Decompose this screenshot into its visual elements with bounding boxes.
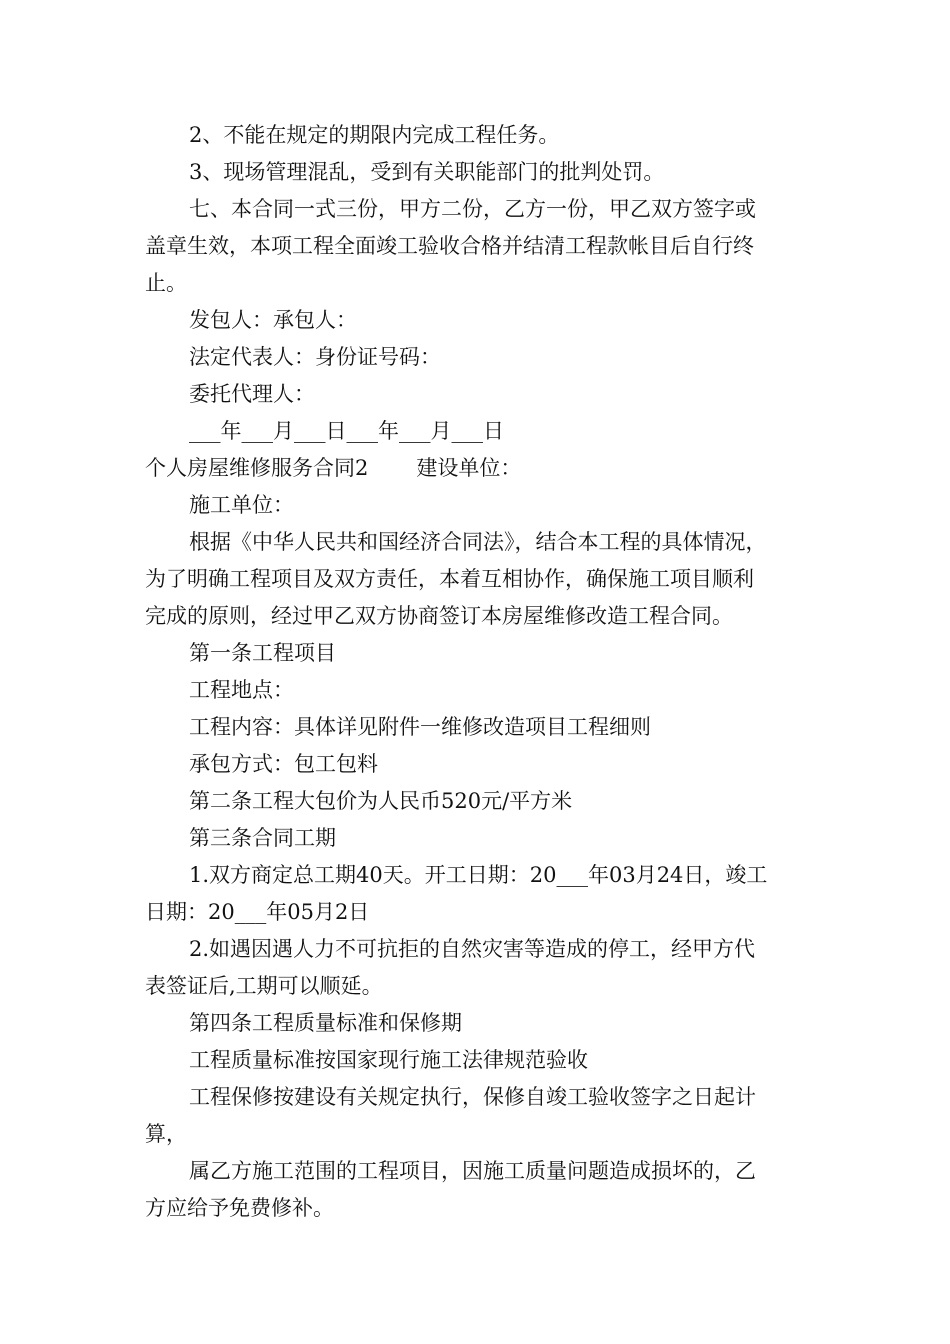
text-line: 2、不能在规定的期限内完成工程任务。	[189, 123, 560, 147]
text-line: 施工单位：	[189, 493, 294, 517]
text-line: 发包人：承包人：	[189, 308, 357, 332]
text-line: 工程保修按建设有关规定执行，保修自竣工验收签字之日起计	[189, 1085, 756, 1109]
text-line: 止。	[145, 271, 187, 295]
text-line: 工程地点：	[189, 678, 294, 702]
text-line: 完成的原则，经过甲乙双方协商签订本房屋维修改造工程合同。	[145, 604, 733, 628]
text-line: 算，	[145, 1122, 187, 1146]
text-line: 3、现场管理混乱，受到有关职能部门的批判处罚。	[189, 160, 665, 184]
text-line: 属乙方施工范围的工程项目，因施工质量问题造成损坏的，乙	[189, 1159, 756, 1183]
text-line: 盖章生效，本项工程全面竣工验收合格并结清工程款帐目后自行终	[145, 234, 754, 258]
text-line: 工程内容：具体详见附件一维修改造项目工程细则	[189, 715, 651, 739]
text-line: 为了明确工程项目及双方责任，本着互相协作，确保施工项目顺利	[145, 567, 754, 591]
section-title: 个人房屋维修服务合同2	[145, 456, 369, 480]
text-line: 第四条工程质量标准和保修期	[189, 1011, 462, 1035]
text-line: ___年___月___日___年___月___日	[189, 419, 504, 443]
section-title-line	[145, 450, 810, 487]
section-title-extra: 建设单位：	[416, 456, 522, 480]
text-line: 七、本合同一式三份，甲方二份，乙方一份，甲乙双方签字或	[189, 197, 756, 221]
text-line: 方应给予免费修补。	[145, 1196, 334, 1220]
text-line: 承包方式：包工包料	[189, 752, 378, 776]
text-line: 1.双方商定总工期40天。开工日期：20___年03月24日，竣工	[189, 863, 768, 887]
text-line: 第一条工程项目	[189, 641, 336, 665]
text-line: 表签证后,工期可以顺延。	[145, 974, 383, 998]
text-line: 第二条工程大包价为人民币520元/平方米	[189, 789, 573, 813]
text-line: 第三条合同工期	[189, 826, 336, 850]
document-body	[145, 117, 810, 1227]
text-line: 工程质量标准按国家现行施工法律规范验收	[189, 1048, 588, 1072]
text-line: 2.如遇因遇人力不可抗拒的自然灾害等造成的停工，经甲方代	[189, 937, 756, 961]
text-line: 根据《中华人民共和国经济合同法》，结合本工程的具体情况，	[189, 530, 767, 554]
text-line: 委托代理人：	[189, 382, 315, 406]
text-line: 日期：20___年05月2日	[145, 900, 370, 924]
text-line: 法定代表人：身份证号码：	[189, 345, 441, 369]
